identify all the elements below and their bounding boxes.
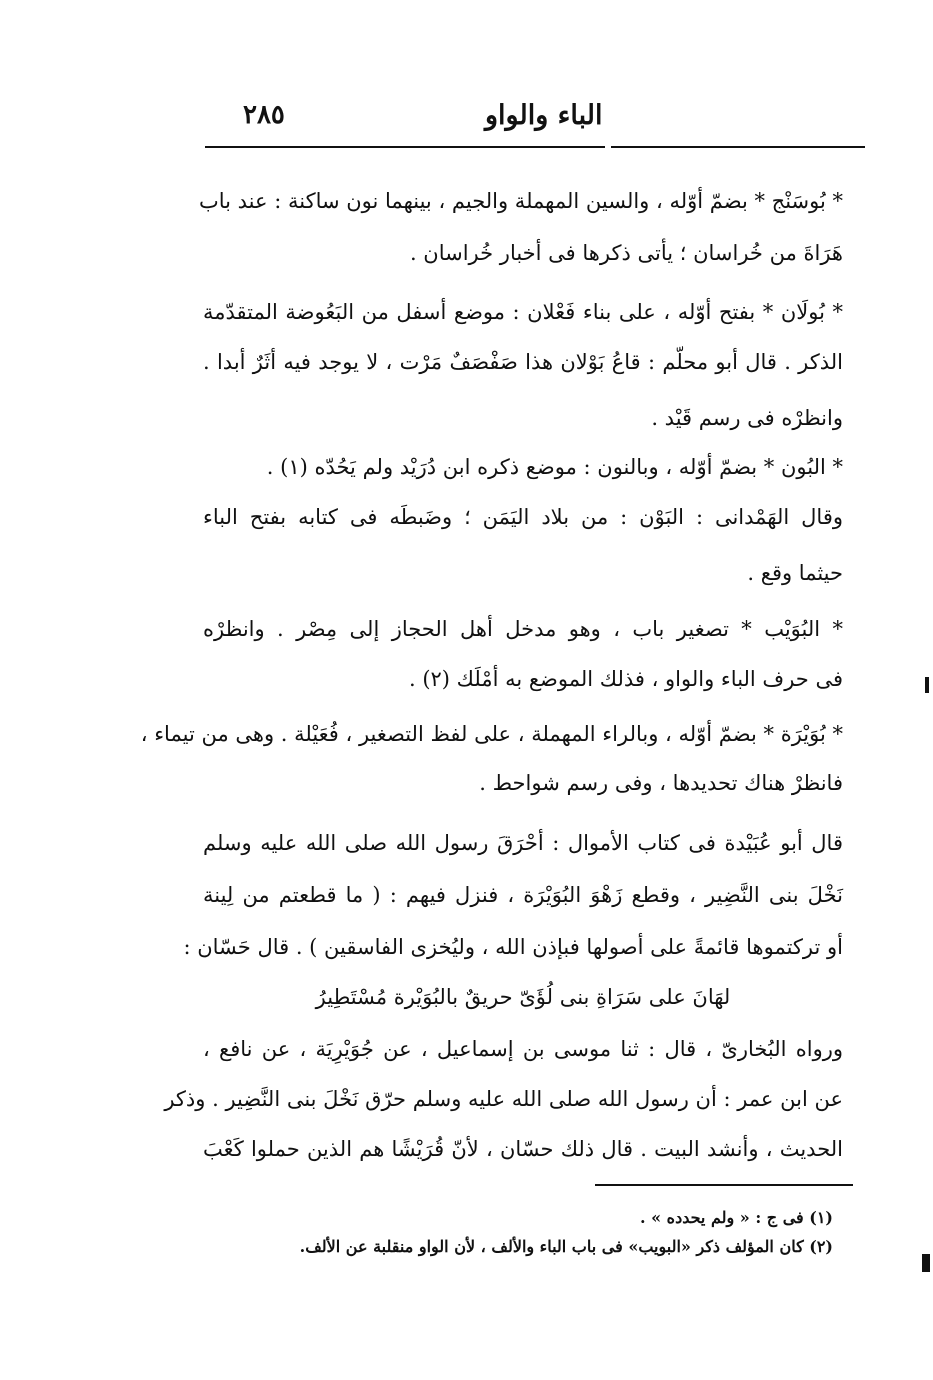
running-title: الباء والواو bbox=[485, 100, 603, 131]
body-line: * بُولَان * بفتح أوّله ، على بناء فَعْلان : موضع أسفل من البَعُوضة المتقدّمة bbox=[203, 300, 843, 324]
margin-mark bbox=[922, 1254, 930, 1272]
body-line: * البُوَيْب * تصغير باب ، وهو مدخل أهل الحجاز إلى مِصْر . وانظرْه bbox=[203, 617, 843, 641]
body-line: حيثما وقع . bbox=[747, 561, 843, 585]
body-line: عن ابن عمر : أن رسول الله صلى الله عليه وسلم حرّق نَخْلَ بنى النَّضِير . وذكر bbox=[164, 1087, 843, 1111]
body-line: * بُوَيْرَة * بضمّ أوّله ، وبالراء المهملة ، على لفظ التصغير ، فُعَيْلة . وهى من تيماء ، bbox=[140, 722, 843, 746]
page-number: ٢٨٥ bbox=[243, 100, 285, 130]
body-line: ورواه البُخارىّ ، قال : ثنا موسى بن إسماعيل ، عن جُوَيْرِيَة ، عن نافع ، bbox=[203, 1037, 843, 1061]
body-line: قال أبو عُبَيْدة فى كتاب الأموال : أحْرَقَ رسول الله صلى الله عليه وسلم bbox=[203, 831, 843, 855]
body-line: * البُون * بضمّ أوّله ، وبالنون : موضع ذكره ابن دُرَيْد ولم يَحُدّه (١) . bbox=[266, 455, 843, 479]
footnote: (١) فى ج : « ولم يحدده » . bbox=[639, 1208, 833, 1227]
body-line: فى حرف الباء والواو ، فذلك الموضع به أمْلَك (٢) . bbox=[408, 667, 843, 691]
body-line: نَخْلَ بنى النَّضِير ، وقطع زَهْوَ البُوَيْرَة ، فنزل فيهم : ( ما قطعتم من لِينة bbox=[203, 883, 843, 907]
body-line: * بُوسَنْج * بضمّ أوّله ، والسين المهملة والجيم ، بينهما نون ساكنة : عند باب bbox=[198, 189, 843, 213]
header-rule-gap bbox=[605, 144, 611, 150]
body-line: وانظرْه فى رسم قَيْد . bbox=[651, 406, 843, 430]
footnote-rule bbox=[595, 1184, 853, 1186]
body-line: هَرَاةَ من خُراسان ؛ يأتى ذكرها فى أخبار خُراسان . bbox=[409, 241, 843, 265]
body-line: فانظرْ هناك تحديدها ، وفى رسم شواحط . bbox=[479, 771, 843, 795]
body-line: الذكر . قال أبو محلّم : قاعُ بَوْلان هذا صَفْصَفٌ مَرْت ، لا يوجد فيه أثَرٌ أبدا . bbox=[203, 350, 843, 374]
margin-mark bbox=[925, 677, 929, 693]
body-line: وقال الهَمْدانى : البَوْن : من بلاد اليَمَن ؛ وضَبطَه فى كتابه بفتح الباء bbox=[203, 505, 843, 529]
footnote: (٢) كان المؤلف ذكر «البويب» فى باب الباء والألف ، لأن الواو منقلبة عن الألف. bbox=[299, 1237, 833, 1256]
body-line: الحديث ، وأنشد البيت . قال ذلك حسّان ، لأنّ قُرَيْشًا هم الذين حملوا كَعْبَ bbox=[203, 1137, 843, 1161]
header-rule bbox=[205, 146, 865, 148]
verse-line: لهَانَ على سَرَاةِ بنى لُؤَىّ حريقٌ بالبُوَيْرة مُسْتَطِيرُ bbox=[315, 985, 731, 1009]
body-line: أو تركتموها قائمةً على أصولها فبإذن الله ، وليُخزى الفاسقين ) . قال حَسّان : bbox=[183, 935, 843, 959]
page-header bbox=[205, 100, 865, 150]
